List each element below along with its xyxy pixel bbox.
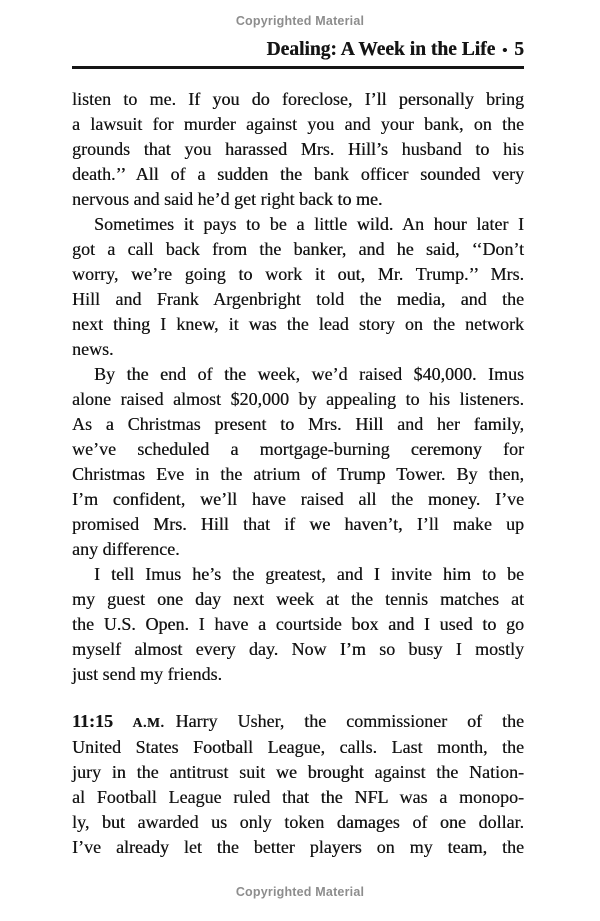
paragraph [72,709,524,860]
header-page-number: 5 [514,39,524,60]
time-lead [72,711,165,731]
body-text [72,87,524,860]
copyright-bottom-notice: Copyrighted Material [235,885,365,899]
text-line: any difference. [72,539,180,559]
text-line: myself almost every day. Now I’m so busy I mostly [72,639,524,659]
text-line: jury in the antitrust suit we brought against the Nation- [72,762,524,782]
text-line: death.’’ All of a sudden the bank officer sounded very [72,164,524,184]
text-line: I’m confident, we’ll have raised all the money. I’ve [72,489,524,509]
text-line: United States Football League, calls. Last month, the [72,737,524,757]
time-lead-hour: 11:15 [72,711,114,731]
paragraph [72,212,524,362]
text-line: alone raised almost $20,000 by appealing to his listeners. [72,389,524,409]
text-line: al Football League ruled that the NFL was a monopo- [72,787,524,807]
text-line: promised Mrs. Hill that if we haven’t, I’ll make up [72,514,524,534]
text-line: got a call back from the banker, and he said, ‘‘Don’t [72,239,524,259]
text-line: Hill and Frank Argenbright told the media, and the [72,289,524,309]
text-line: listen to me. If you do foreclose, I’ll personally bring [72,89,524,109]
text-line: Christmas Eve in the atrium of Trump Tower. By then, [72,464,524,484]
text-line: 11:15 A.M. Harry Usher, the commissioner of the [72,711,524,731]
time-lead-ampm: A.M. [113,715,165,730]
paragraph [72,362,524,562]
header-title: Dealing: A Week in the Life [266,39,496,60]
copyright-top-notice: Copyrighted Material [235,14,365,28]
text-line: next thing I knew, it was the lead story on the network [72,314,524,334]
paragraph [72,87,524,212]
text-line: we’ve scheduled a mortgage-burning ceremony for [72,439,524,459]
text-line: ly, but awarded us only token damages of one dollar. [72,812,524,832]
text-line: the U.S. Open. I have a courtside box and I used to go [72,614,524,634]
text-line: By the end of the week, we’d raised $40,000. Imus [94,364,524,384]
text-line: I’ve already let the better players on my team, the [72,837,524,857]
text-line: As a Christmas present to Mrs. Hill and her family, [72,414,524,434]
text-line: grounds that you harassed Mrs. Hill’s husband to his [72,139,524,159]
text-line: I tell Imus he’s the greatest, and I invite him to be [94,564,524,584]
paragraph [72,562,524,687]
text-line: nervous and said he’d get right back to me. [72,189,383,209]
header-rule [72,66,524,69]
text-line: Sometimes it pays to be a little wild. An hour later I [94,214,524,234]
text-line: just send my friends. [72,664,222,684]
text-line: my guest one day next week at the tennis matches at [72,589,524,609]
header-separator: • [502,43,508,59]
text-line: a lawsuit for murder against you and your bank, on the [72,114,524,134]
text-line: news. [72,339,114,359]
text-line: worry, we’re going to work it out, Mr. Trump.’’ Mrs. [72,264,524,284]
section-break [72,687,524,709]
running-header [72,39,524,61]
